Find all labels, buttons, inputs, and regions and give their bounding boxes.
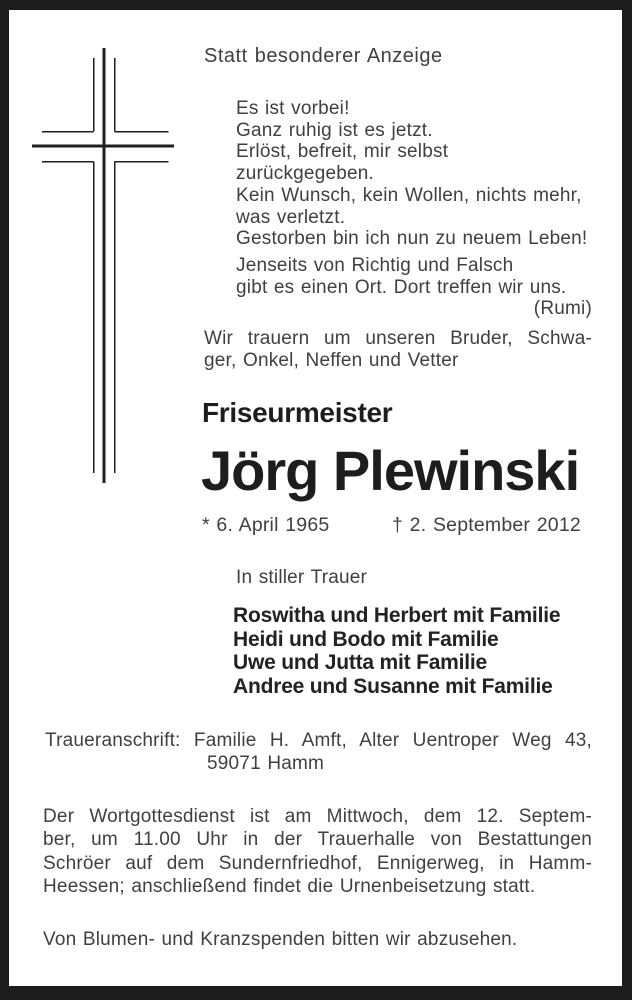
address-line: 59071 Hamm: [207, 753, 325, 775]
memorial-poem: [236, 98, 592, 320]
mourner-name: Roswitha und Herbert mit Familie: [233, 604, 561, 627]
service-line: Der Wortgottesdienst ist am Mittwoch, dem 12. Septem-: [43, 806, 592, 827]
mourner-name: Uwe und Jutta mit Familie: [233, 651, 488, 675]
poem-attribution: (Rumi): [533, 298, 592, 320]
poem-line: Gestorben bin ich nun zu neuem Leben!: [236, 228, 588, 250]
poem-line: gibt es einen Ort. Dort treffen wir uns.: [236, 276, 567, 298]
service-line: ber, um 11.00 Uhr in der Trauerhalle von Bestattungen: [43, 829, 592, 851]
poem-line: Erlöst, befreit, mir selbst zurückgegeben.: [236, 141, 449, 185]
poem-line: Ganz ruhig ist es jetzt.: [236, 119, 433, 141]
dates-line: [202, 514, 592, 537]
mourners-list: [233, 604, 560, 698]
cross-icon: [25, 42, 180, 490]
mourner-name: Andree und Susanne mit Familie: [233, 674, 553, 698]
mourning-intro: [204, 328, 592, 371]
birth-date: * 6. April 1965: [202, 514, 330, 536]
service-line: Schröer auf dem Sundernfriedhof, Ennigerweg, in Hamm-: [43, 852, 592, 874]
announcement-note: Statt besonderer Anzeige: [204, 45, 443, 67]
mourner-name: Heidi und Bodo mit Familie: [233, 627, 499, 651]
intro-line: Wir trauern um unseren Bruder, Schwa-: [204, 328, 592, 349]
service-info: [43, 805, 592, 899]
condolence-line: In stiller Trauer: [236, 567, 368, 588]
flowers-note: Von Blumen- und Kranzspenden bitten wir abzusehen.: [43, 929, 518, 950]
poem-line: Jenseits von Richtig und Falsch: [236, 254, 514, 276]
service-line: Heessen; anschließend findet die Urnenbeisetzung statt.: [43, 876, 536, 898]
intro-line: ger, Onkel, Neffen und Vetter: [204, 349, 459, 371]
profession-title: Friseurmeister: [202, 397, 393, 428]
death-date: † 2. September 2012: [392, 514, 581, 536]
address-line: Traueranschrift: Familie H. Amft, Alter Uentroper Weg 43,: [45, 730, 592, 751]
deceased-name: Jörg Plewinski: [201, 439, 580, 502]
mourning-address: [45, 729, 592, 776]
poem-line: was verletzt.: [236, 206, 346, 228]
poem-line: Es ist vorbei!: [236, 98, 350, 119]
poem-line: Kein Wunsch, kein Wollen, nichts mehr,: [236, 184, 582, 206]
